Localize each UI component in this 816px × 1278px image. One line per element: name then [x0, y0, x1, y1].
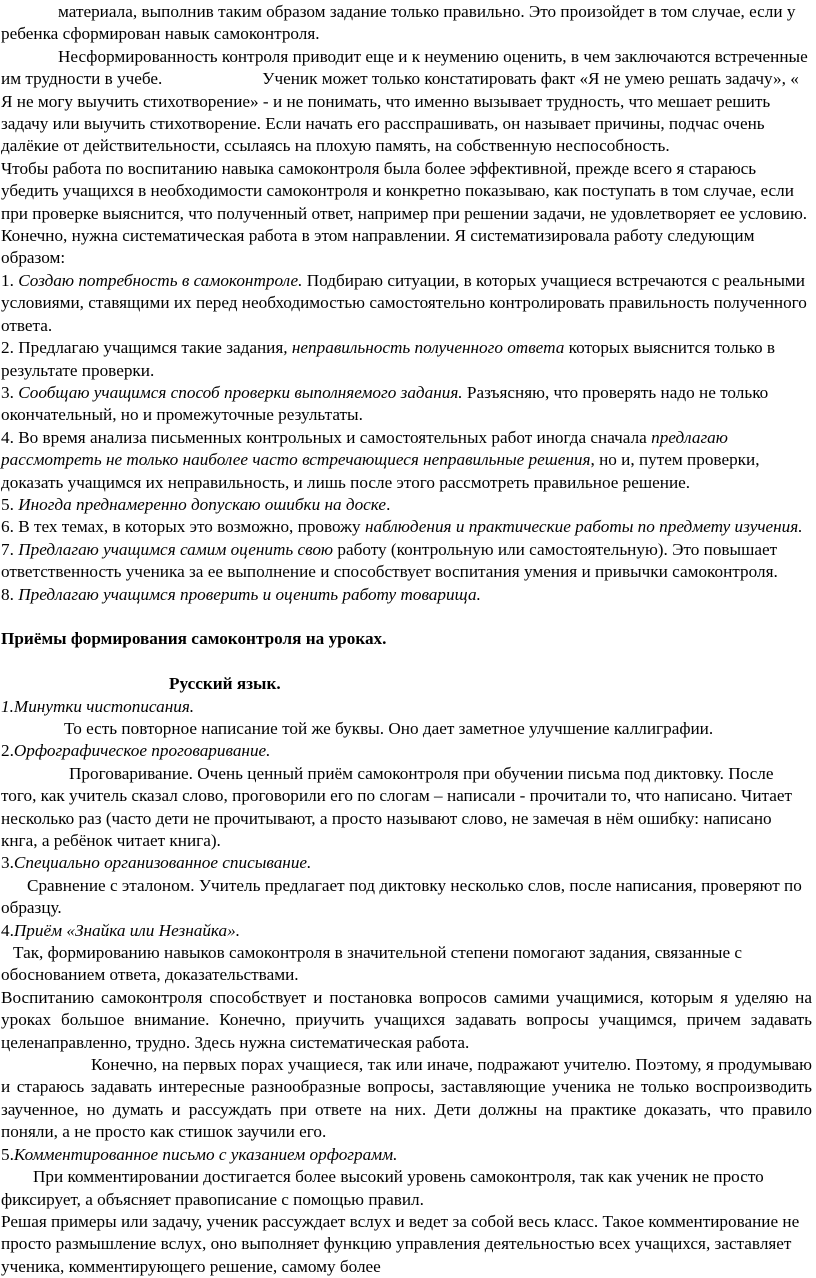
section-subheading: Русский язык.	[169, 674, 281, 694]
list-item-text: 6. В тех темах, в которых это возможно, провожу	[1, 517, 365, 537]
technique-3-text: Сравнение с эталоном. Учитель предлагает под диктовку несколько слов, после написания, проверяют по образцу.	[1, 875, 802, 918]
list-item-text: Разъясняю, что проверять надо не только окончательный, но и промежуточные результаты.	[1, 382, 769, 425]
technique-number: 5.	[1, 1144, 14, 1164]
technique-2-text: Проговаривание. Очень ценный приём самоконтроля при обучении письма под диктовку. После того, как учитель сказал слово, проговорили его по слогам – написали - прочитали то, что написано. Читает несколько раз (часто дети не прочитывают, а просто называют слово, не замечая в нём ошибку: написано кнга, а ребёнок читает книга).	[1, 763, 793, 850]
technique-4-text-2: Воспитанию самоконтроля способствует и постановка вопросов самими учащимися, которым я уделяю на уроках большое внимание. Конечно, приучить учащихся задавать вопросы учащимся, причем задавать целенаправленно, трудно. Здесь нужна систематическая работа.	[1, 987, 812, 1052]
spacer	[1, 651, 812, 673]
list-number: 5.	[1, 494, 19, 514]
list-item-3	[1, 382, 812, 427]
list-item-text: .	[386, 494, 391, 514]
list-number: 7.	[1, 539, 19, 559]
technique-4-text-3: Конечно, на первых порах учащиеся, так или иначе, подражают учителю. Поэтому, я продумываю и стараюсь задавать интересные разнообразные вопросы, заставляющие ученика не только воспроизводить заученное, но думать и рассуждать при ответе на них. Дети должны на практике доказать, что правило поняли, а не просто как стишок заучили его.	[1, 1055, 812, 1142]
list-item-emphasis: Создаю потребность в самоконтроле.	[18, 270, 303, 290]
list-item-1	[1, 270, 812, 337]
list-item-text: 4. Во время анализа письменных контрольных и самостоятельных работ иногда сначала	[1, 427, 652, 447]
paragraph-method: Чтобы работа по воспитанию навыка самоконтроля была более эффективной, прежде всего я стараюсь убедить учащихся в необходимости самоконтроля и конкретно показываю, как поступать в том случае, если при проверке выяснится, что полученный ответ, например при решении задачи, не удовлетворяет ее условию. Конечно, нужна систематическая работа в этом направлении. Я систематизировала работу следующим образом:	[1, 158, 808, 268]
list-item-6	[1, 516, 812, 538]
technique-title: 1.Минутки чистописания.	[1, 696, 195, 716]
list-item-emphasis: , неправильность полученного ответа	[283, 338, 565, 358]
list-item-emphasis: Предлагаю учащимся самим оценить свою	[18, 539, 334, 559]
technique-title: Комментированное письмо с указанием орфограмм.	[13, 1144, 398, 1164]
list-item-text: которых выяснится только в результате проверки.	[1, 338, 776, 380]
list-number: 8.	[1, 584, 19, 604]
list-item-emphasis: предлагаю рассмотреть не только наиболее часто встречающиеся неправильные решения	[1, 427, 728, 470]
list-number: 1.	[1, 270, 19, 290]
spacer	[1, 606, 812, 628]
list-item-emphasis: Предлагаю учащимся проверить и оценить работу товарища.	[18, 584, 481, 604]
list-item-emphasis: Сообщаю учащимся способ проверки выполняемого задания.	[18, 382, 463, 402]
paragraph-intro: материала, выполнив таким образом задание только правильно. Это произойдет в том случае, если у ребенка сформирован навык самоконтроля.	[1, 2, 796, 44]
technique-title: Орфографическое проговаривание.	[13, 741, 271, 761]
technique-4-text: Так, формированию навыков самоконтроля в значительной степени помогают задания, связанные с обоснованием ответа, доказательствами.	[1, 943, 743, 985]
list-item-text: работу (контрольную или самостоятельную). Это повышает ответственность ученика за ее выполнение и способствует воспитания умения и привычки самоконтроля.	[1, 539, 778, 582]
technique-number: 4.	[1, 920, 14, 940]
list-item-7	[1, 539, 812, 584]
technique-1-title	[1, 696, 812, 718]
list-item-4	[1, 427, 812, 494]
technique-number: 3.	[1, 853, 14, 873]
technique-2-title	[1, 740, 812, 762]
paragraph-control	[1, 46, 812, 158]
technique-number: 2.	[1, 741, 14, 761]
technique-5-title	[1, 1144, 812, 1166]
list-item-text: 2. Предлагаю учащимся такие задания	[1, 338, 284, 358]
technique-title: Приём «Знайка или Незнайка».	[13, 920, 241, 940]
list-item-text: Подбираю ситуации, в которых учащиеся встречаются с реальными условиями, ставящими их перед необходимостью самостоятельно контролировать правильность полученного ответа.	[1, 270, 807, 335]
list-item-8	[1, 584, 812, 606]
technique-4-title	[1, 920, 812, 942]
technique-5-text-2: Решая примеры или задачу, ученик рассуждает вслух и ведет за собой весь класс. Такое комментирование не просто размышление вслух, оно выполняет функцию управления деятельностью всех учащихся, заставляет ученика, комментирующего решение, самому более	[1, 1211, 800, 1276]
section-heading: Приёмы формирования самоконтроля на уроках.	[1, 629, 387, 649]
list-number: 3.	[1, 382, 19, 402]
paragraph-control-a: Несформированность контроля приводит еще и к неумению оценить, в чем заключаются встреченные им трудности в учебе.	[1, 46, 808, 89]
technique-title: Специально организованное списывание.	[13, 853, 312, 873]
paragraph-control-b: Ученик может только констатировать факт «Я не умею решать задачу», « Я не могу выучить стихотворение» - и не понимать, что именно вызывает трудность, что мешает решить задачу или выучить стихотворение. Если начать его расспрашивать, он называет причины, подчас очень далёкие от действительности, ссылаясь на плохую память, на собственную неспособность.	[1, 69, 799, 156]
list-item-text: , но и, путем проверки, доказать учащимся их неправильность, и лишь после этого рассмотреть правильное решение.	[1, 450, 760, 492]
list-item-emphasis: Иногда преднамеренно допускаю ошибки на доске	[18, 494, 387, 514]
technique-1-text: То есть повторное написание той же буквы. Оно дает заметное улучшение каллиграфии.	[64, 718, 714, 738]
technique-5-text: При комментировании достигается более высокий уровень самоконтроля, так как ученик не просто фиксирует, а объясняет правописание с помощью правил.	[1, 1167, 764, 1209]
list-item-2	[1, 337, 812, 382]
list-item-emphasis: наблюдения и практические работы по предмету изучения.	[364, 517, 803, 537]
technique-3-title	[1, 852, 812, 874]
list-item-5	[1, 494, 812, 516]
